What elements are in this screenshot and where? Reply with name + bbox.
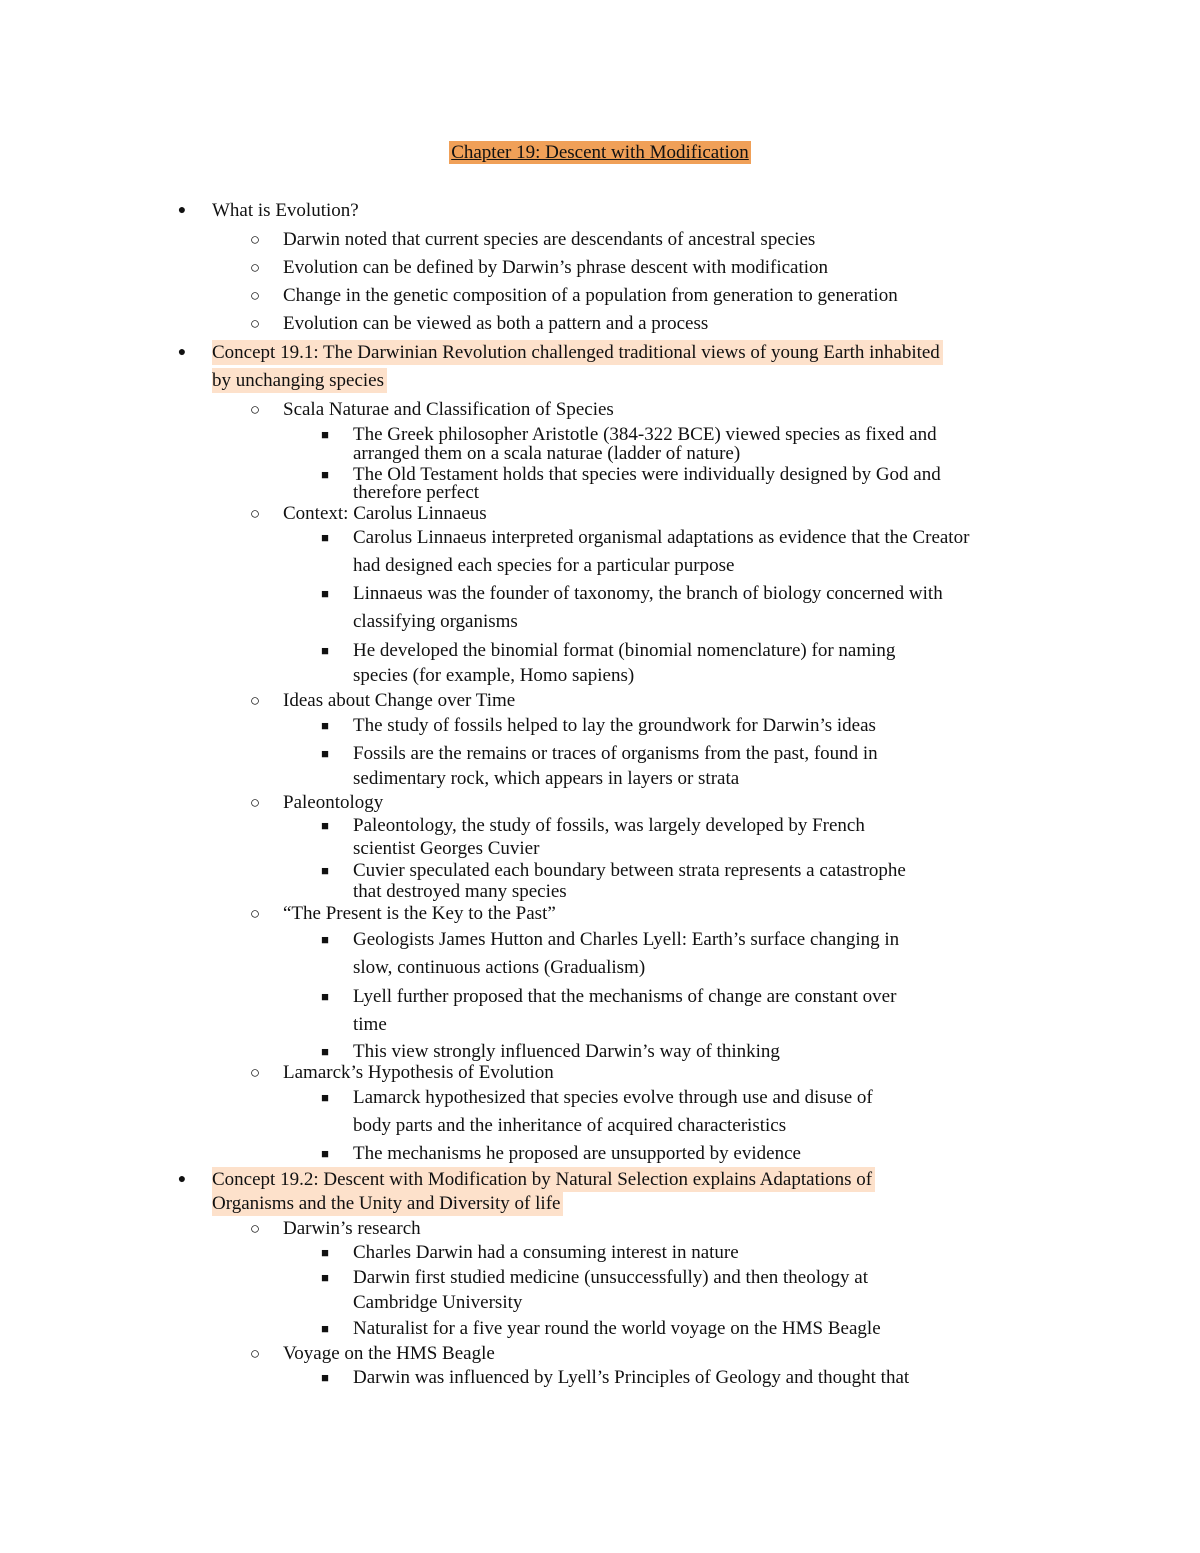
outline-line-text: Cuvier speculated each boundary between strata represents a catastrophe (353, 860, 906, 881)
concept-heading-line (212, 1193, 563, 1215)
bullet-level2-icon: ○ (249, 504, 261, 523)
outline-line-level3 (353, 1014, 387, 1036)
outline-line-text: Context: Carolus Linnaeus (283, 503, 487, 524)
bullet-level2-icon: ○ (249, 258, 261, 277)
outline-line-level3 (353, 881, 567, 903)
outline-line-level3 (353, 665, 634, 687)
outline-line-text: body parts and the inheritance of acquired characteristics (353, 1115, 787, 1136)
outline-line-level3 (353, 715, 876, 737)
outline-line-text: that destroyed many species (353, 881, 567, 902)
outline-line-text: He developed the binomial format (binomial nomenclature) for naming (353, 640, 896, 661)
outline-line-text: Lamarck hypothesized that species evolve through use and disuse of (353, 1087, 873, 1108)
bullet-level3-icon: ■ (321, 530, 329, 545)
bullet-level3-icon: ■ (321, 718, 329, 733)
outline-line-text: Charles Darwin had a consuming interest in nature (353, 1242, 739, 1263)
outline-line-level2 (283, 903, 556, 925)
outline-line-text: Ideas about Change over Time (283, 690, 516, 711)
concept-heading-line (212, 370, 387, 392)
outline-line-text: by unchanging species (212, 368, 387, 393)
outline-line-text: Evolution can be viewed as both a pattern and a process (283, 313, 709, 334)
bullet-level2-icon: ○ (249, 1344, 261, 1363)
bullet-level3-icon: ■ (321, 643, 329, 658)
bullet-level3-icon: ■ (321, 1245, 329, 1260)
bullet-level3-icon: ■ (321, 863, 329, 878)
bullet-level3-icon: ■ (321, 989, 329, 1004)
bullet-level3-icon: ■ (321, 1146, 329, 1161)
outline-line-text: Lamarck’s Hypothesis of Evolution (283, 1062, 554, 1083)
outline-line-text: had designed each species for a particular purpose (353, 555, 735, 576)
outline-line-text: The Greek philosopher Aristotle (384-322 BCE) viewed species as fixed and (353, 424, 937, 445)
bullet-level3-icon: ■ (321, 1090, 329, 1105)
outline-line-text: Linnaeus was the founder of taxonomy, the branch of biology concerned with (353, 583, 943, 604)
outline-line-level3 (353, 815, 865, 837)
outline-line-level3 (353, 555, 734, 577)
outline-line-text: Lyell further proposed that the mechanisms of change are constant over (353, 986, 897, 1007)
outline-line-text: slow, continuous actions (Gradualism) (353, 957, 646, 978)
outline-line-text: Change in the genetic composition of a population from generation to generation (283, 285, 898, 306)
outline-line-text: Darwin first studied medicine (unsuccessfully) and then theology at (353, 1267, 868, 1288)
outline-line-text: Paleontology, the study of fossils, was largely developed by French (353, 815, 865, 836)
outline-line-level3 (353, 1367, 909, 1389)
outline-line-level2 (283, 792, 383, 814)
bullet-level1-icon: ● (177, 203, 187, 218)
bullet-level2-icon: ○ (249, 1219, 261, 1238)
outline-line-text: classifying organisms (353, 611, 518, 632)
outline-line-text: scientist Georges Cuvier (353, 838, 540, 859)
bullet-level2-icon: ○ (249, 904, 261, 923)
outline-line-level3 (353, 957, 645, 979)
outline-line-level2 (283, 285, 898, 307)
bullet-level3-icon: ■ (321, 1370, 329, 1385)
bullet-level3-icon: ■ (321, 746, 329, 761)
outline-line-level2 (283, 503, 487, 525)
outline-line-text: Darwin was influenced by Lyell’s Principles of Geology and thought that (353, 1367, 910, 1388)
bullet-level3-icon: ■ (321, 586, 329, 601)
outline-line-level3 (353, 1115, 786, 1137)
outline-line-text: Fossils are the remains or traces of organisms from the past, found in (353, 743, 878, 764)
outline-line-text: Organisms and the Unity and Diversity of life (212, 1191, 563, 1216)
outline-line-text: time (353, 1014, 387, 1035)
outline-line-text: therefore perfect (353, 482, 480, 503)
outline-line-level2 (283, 1218, 421, 1240)
outline-line-text: Evolution can be defined by Darwin’s phrase descent with modification (283, 257, 829, 278)
concept-heading-line (212, 342, 943, 364)
outline-line-text: arranged them on a scala naturae (ladder of nature) (353, 443, 741, 464)
outline-line-level3 (353, 640, 895, 662)
bullet-level1-icon: ● (177, 345, 187, 360)
outline-line-level3 (353, 527, 969, 549)
outline-line-level2 (283, 399, 614, 421)
outline-line-level2 (283, 229, 815, 251)
outline-line-level3 (353, 838, 539, 860)
outline-line-level3 (353, 583, 943, 605)
concept-heading-line (212, 1169, 875, 1191)
bullet-level3-icon: ■ (321, 1044, 329, 1059)
outline-line-text: Concept 19.2: Descent with Modification by Natural Selection explains Adaptations of (212, 1167, 875, 1192)
outline-line-text: Darwin’s research (283, 1218, 421, 1239)
outline-line-level3 (353, 482, 479, 504)
outline-line-level3 (353, 1267, 868, 1289)
outline-line-level3 (353, 1041, 780, 1063)
outline-line-level3 (353, 1242, 739, 1264)
bullet-level2-icon: ○ (249, 314, 261, 333)
outline-line-level1 (212, 200, 359, 222)
outline-line-level3 (353, 1318, 881, 1340)
outline-line-text: Carolus Linnaeus interpreted organismal adaptations as evidence that the Creator (353, 527, 970, 548)
bullet-level3-icon: ■ (321, 467, 329, 482)
outline-line-text: Paleontology (283, 792, 384, 813)
outline-line-level3 (353, 1143, 801, 1165)
outline-line-level3 (353, 611, 518, 633)
outline-line-text: Cambridge University (353, 1292, 523, 1313)
bullet-level2-icon: ○ (249, 286, 261, 305)
outline-line-text: Geologists James Hutton and Charles Lyell: Earth’s surface changing in (353, 929, 900, 950)
bullet-level3-icon: ■ (321, 1321, 329, 1336)
outline-line-level3 (353, 443, 740, 465)
bullet-level2-icon: ○ (249, 400, 261, 419)
document-title-text: Chapter 19: Descent with Modification (451, 142, 749, 163)
outline-line-level3 (353, 1292, 522, 1314)
outline-line-level2 (283, 1062, 554, 1084)
outline-line-level3 (353, 1087, 873, 1109)
outline-line-level3 (353, 929, 899, 951)
outline-line-text: This view strongly influenced Darwin’s way of thinking (353, 1041, 780, 1062)
document-title (0, 142, 1200, 164)
outline-line-text: species (for example, Homo sapiens) (353, 665, 635, 686)
outline-line-text: Darwin noted that current species are descendants of ancestral species (283, 229, 816, 250)
bullet-level3-icon: ■ (321, 932, 329, 947)
bullet-level2-icon: ○ (249, 230, 261, 249)
outline-line-level3 (353, 743, 878, 765)
outline-line-level2 (283, 690, 515, 712)
outline-line-level3 (353, 986, 896, 1008)
bullet-level2-icon: ○ (249, 1063, 261, 1082)
outline-line-text: Concept 19.1: The Darwinian Revolution challenged traditional views of young Earth inhabited (212, 340, 943, 365)
outline-line-level2 (283, 1343, 495, 1365)
bullet-level2-icon: ○ (249, 691, 261, 710)
outline-line-text: The study of fossils helped to lay the groundwork for Darwin’s ideas (353, 715, 876, 736)
outline-line-text: Naturalist for a five year round the world voyage on the HMS Beagle (353, 1318, 881, 1339)
outline-line-text: Voyage on the HMS Beagle (283, 1343, 495, 1364)
outline-line-text: “The Present is the Key to the Past” (283, 903, 556, 924)
bullet-level3-icon: ■ (321, 1270, 329, 1285)
outline-line-text: What is Evolution? (212, 200, 359, 221)
outline-line-level3 (353, 860, 906, 882)
outline-line-level2 (283, 257, 828, 279)
bullet-level3-icon: ■ (321, 427, 329, 442)
outline-line-text: The Old Testament holds that species were individually designed by God and (353, 464, 941, 485)
outline-line-text: sedimentary rock, which appears in layers or strata (353, 768, 740, 789)
outline-line-level2 (283, 313, 708, 335)
bullet-level1-icon: ● (177, 1172, 187, 1187)
bullet-level2-icon: ○ (249, 793, 261, 812)
outline-line-text: Scala Naturae and Classification of Species (283, 399, 614, 420)
outline-line-text: The mechanisms he proposed are unsupported by evidence (353, 1143, 801, 1164)
outline-line-level3 (353, 768, 739, 790)
bullet-level3-icon: ■ (321, 818, 329, 833)
